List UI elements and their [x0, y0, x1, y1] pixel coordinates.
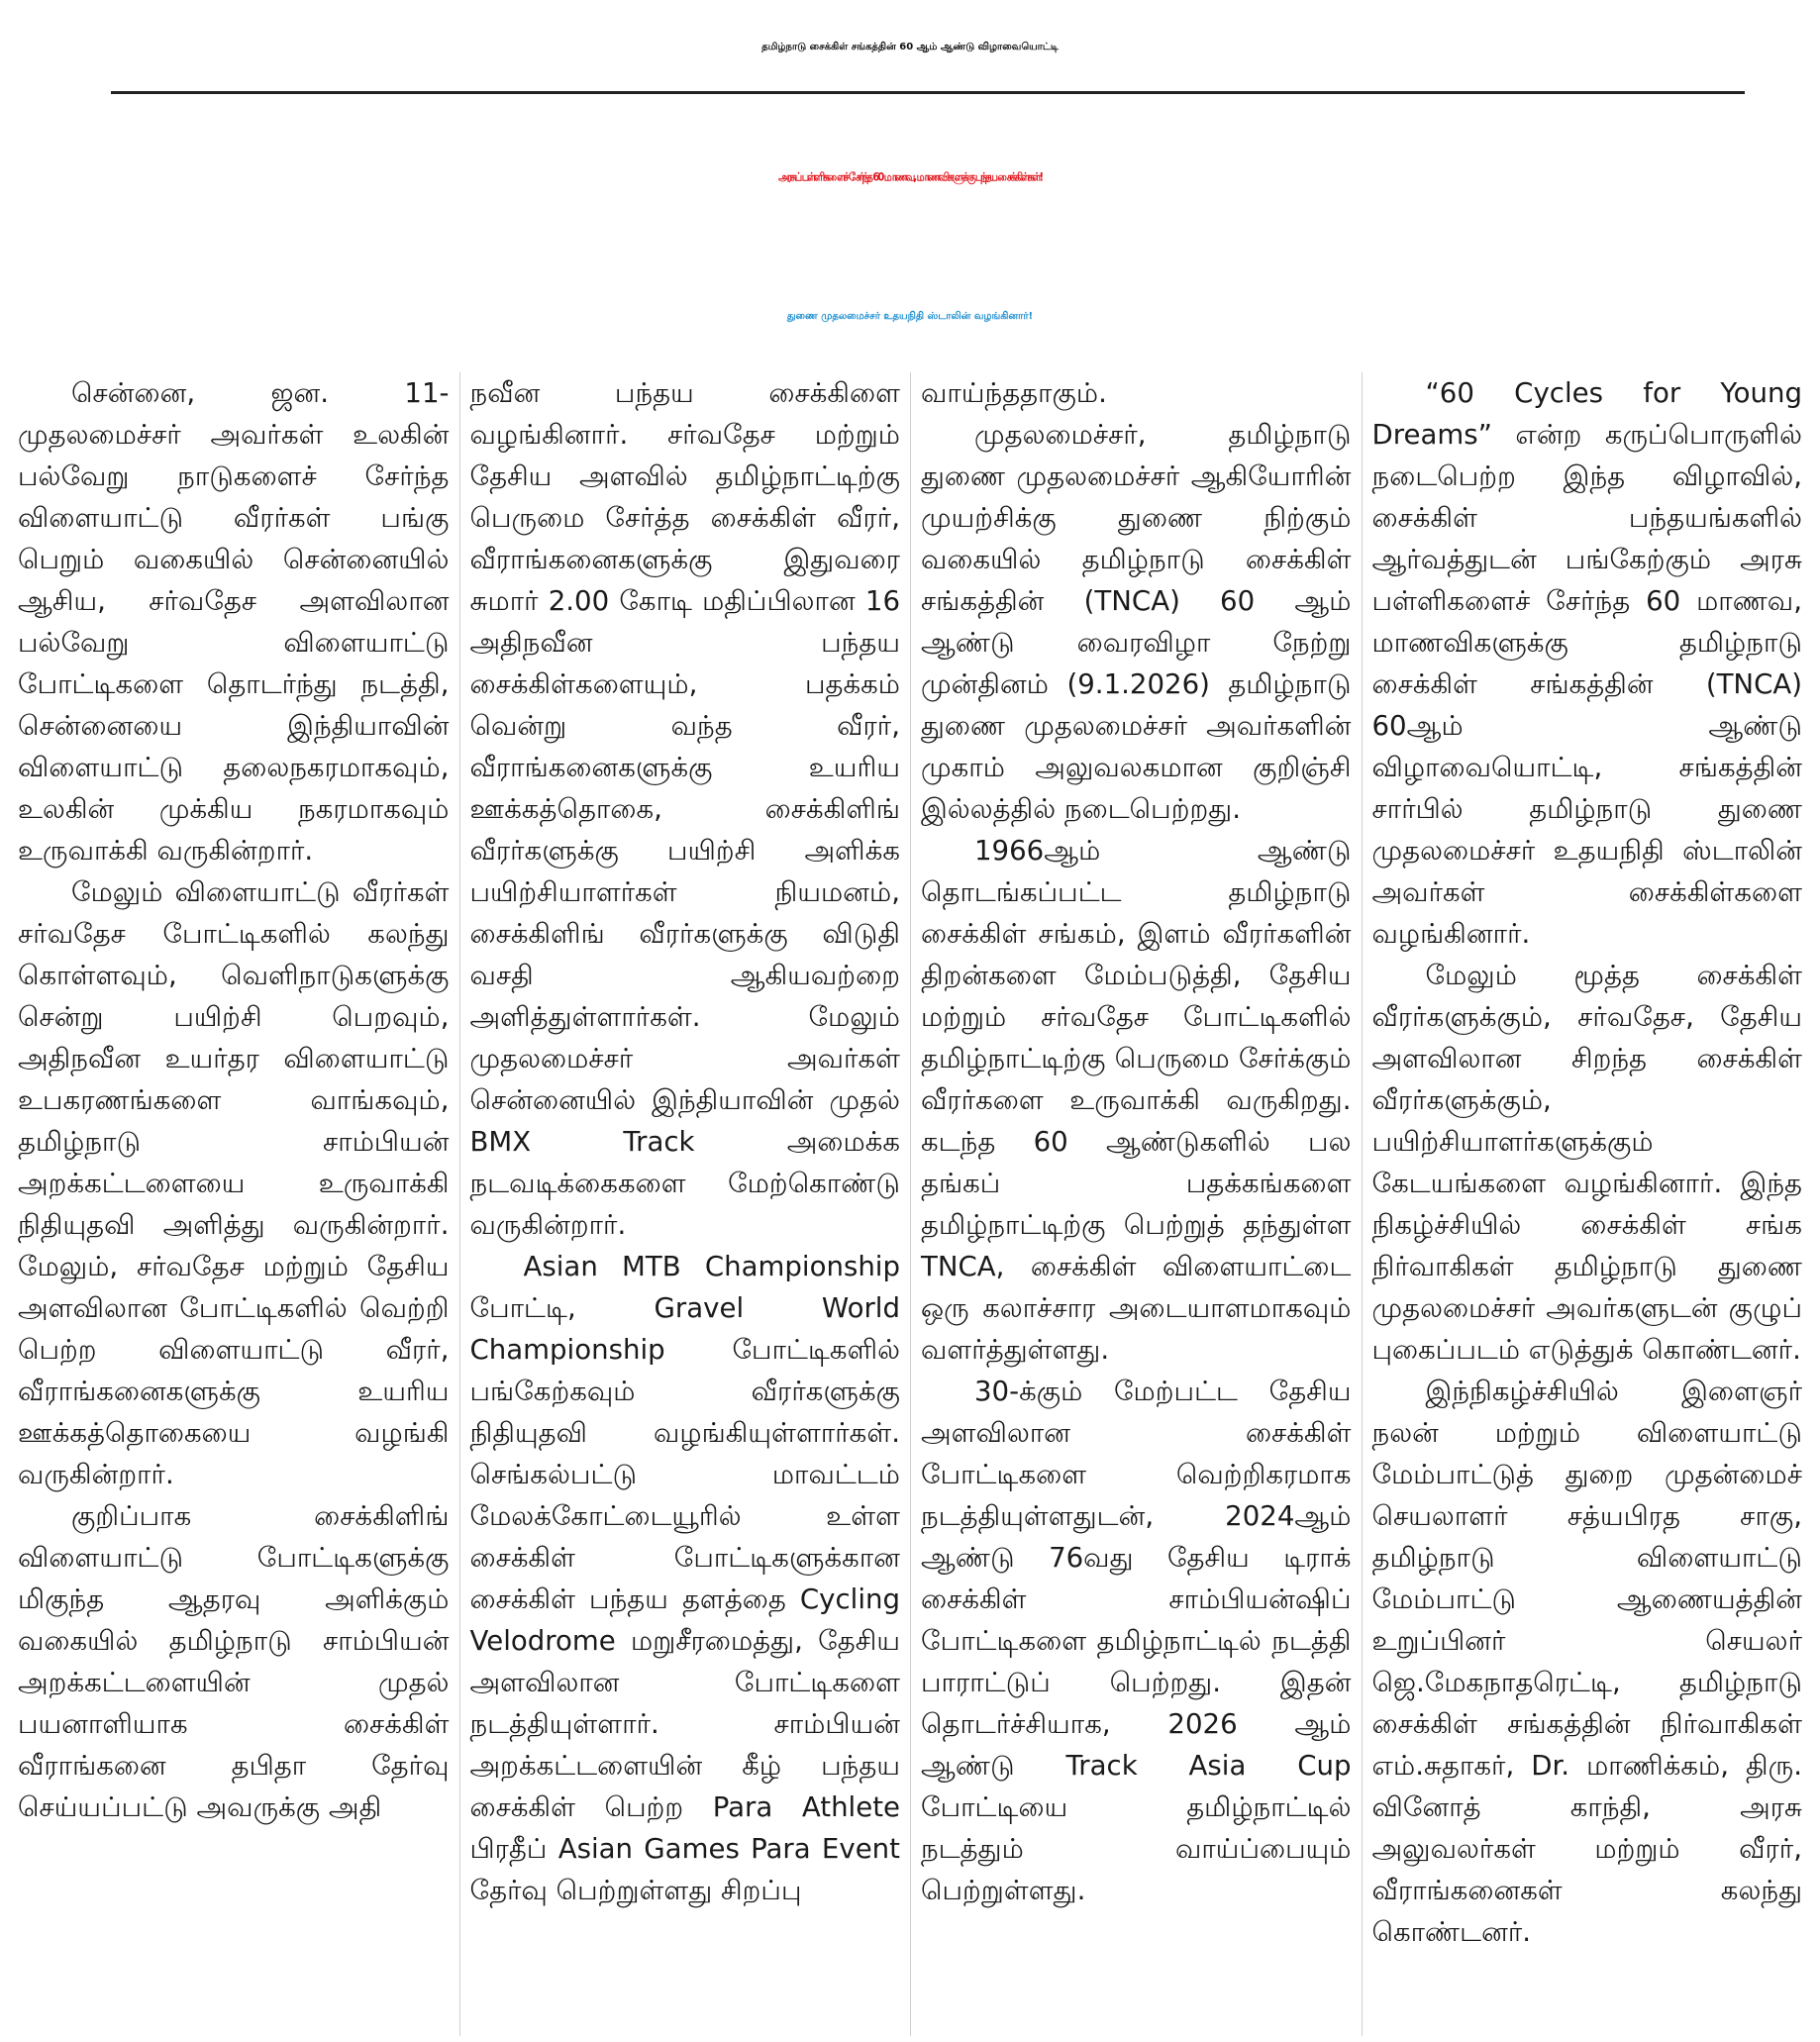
- paragraph: வாய்ந்ததாகும்.: [921, 376, 1107, 409]
- kicker-underline: [111, 91, 1745, 94]
- paragraph: சென்னை, ஜன. 11- முதலமைச்சர் அவர்கள் உலகின் பல்வேறு நாடுகளைச் சேர்ந்த விளையாட்டு வீரர்கள் பங்கு பெறும் வகையில் சென்னையில் ஆசிய, சர்வதேச அளவிலான பல்வேறு விளையாட்டு போட்டிகளை தொடர்ந்து நடத்தி, சென்னையை இந்தியாவின் விளையாட்டு தலைநகரமாகவும், உலகின் முக்கிய நகரமாகவும் உருவாக்கி வருகின்றார்.: [18, 376, 450, 867]
- paragraph: “60 Cycles for Young Dreams” என்ற கருப்பொருளில் நடைபெற்ற இந்த விழாவில், சைக்கிள் பந்தயங்களில் ஆர்வத்துடன் பங்கேற்கும் அரசு பள்ளிகளைச் சேர்ந்த 60 மாணவ, மாணவிகளுக்கு தமிழ்நாடு சைக்கிள் சங்கத்தின் (TNCA) 60ஆம் ஆண்டு விழாவையொட்டி, சங்கத்தின் சார்பில் தமிழ்நாடு துணை முதலமைச்சர் உதயநிதி ஸ்டாலின் அவர்கள் சைக்கிள்களை வழங்கினார்.: [1371, 376, 1802, 950]
- paragraph: இந்நிகழ்ச்சியில் இளைஞர் நலன் மற்றும் விளையாட்டு மேம்பாட்டுத் துறை முதன்மைச் செயலாளர் சத்யபிரத சாகு, தமிழ்நாடு விளையாட்டு மேம்பாட்டு ஆணையத்தின் உறுப்பினர் செயலர் ஜெ.மேகநாதரெட்டி, தமிழ்நாடு சைக்கிள் சங்கத்தின் நிர்வாகிகள் எம்.சுதாகர், Dr. மாணிக்கம், திரு. வினோத் காந்தி, அரசு அலுவலர்கள் மற்றும் வீரர், வீராங்கனைகள் கலந்து கொண்டனர்.: [1371, 1375, 1802, 1948]
- kicker-headline: தமிழ்நாடு சைக்கிள் சங்கத்தின் 60 ஆம் ஆண்டு விழாவையொட்டி: [761, 42, 1059, 52]
- paragraph: முதலமைச்சர், தமிழ்நாடு துணை முதலமைச்சர் ஆகியோரின் முயற்சிக்கு துணை நிற்கும் வகையில் தமிழ்நாடு சைக்கிள் சங்கத்தின் (TNCA) 60 ஆம் ஆண்டு வைரவிழா நேற்று முன்தினம் (9.1.2026) தமிழ்நாடு துணை முதலமைச்சர் அவர்களின் முகாம் அலுவலகமான குறிஞ்சி இல்லத்தில் நடைபெற்றது.: [921, 418, 1352, 825]
- paragraph: 1966ஆம் ஆண்டு தொடங்கப்பட்ட தமிழ்நாடு சைக்கிள் சங்கம், இளம் வீரர்களின் திறன்களை மேம்படுத்தி, தேசிய மற்றும் சர்வதேச போட்டிகளில் தமிழ்நாட்டிற்கு பெருமை சேர்க்கும் வீரர்களை உருவாக்கி வருகிறது. கடந்த 60 ஆண்டுகளில் பல தங்கப் பதக்கங்களை தமிழ்நாட்டிற்கு பெற்றுத் தந்துள்ள TNCA, சைக்கிள் விளையாட்டை ஒரு கலாச்சார அடையாளமாகவும் வளர்த்துள்ளது.: [921, 834, 1352, 1366]
- paragraph: குறிப்பாக சைக்கிளிங் விளையாட்டு போட்டிகளுக்கு மிகுந்த ஆதரவு அளிக்கும் வகையில் தமிழ்நாடு சாம்பியன் அறக்கட்டளையின் முதல் பயனாளியாக சைக்கிள் வீராங்கனை தபிதா தேர்வு செய்யப்பட்டு அவருக்கு அதி: [18, 1499, 450, 1823]
- article-column-3: [910, 372, 1362, 2036]
- paragraph: மேலும் விளையாட்டு வீரர்கள் சர்வதேச போட்டிகளில் கலந்து கொள்ளவும், வெளிநாடுகளுக்கு சென்று பயிற்சி பெறவும், அதிநவீன உயர்தர விளையாட்டு உபகரணங்களை வாங்கவும், தமிழ்நாடு சாம்பியன் அறக்கட்டளையை உருவாக்கி நிதியுதவி அளித்து வருகின்றார். மேலும், சர்வதேச மற்றும் தேசிய அளவிலான போட்டிகளில் வெற்றி பெற்ற விளையாட்டு வீரர், வீராங்கனைகளுக்கு உயரிய ஊக்கத்தொகையை வழங்கி வருகின்றார்.: [18, 875, 450, 1490]
- sub-headline: துணை முதலமைச்சர் உதயநிதி ஸ்டாலின் வழங்கினார்!: [786, 311, 1034, 322]
- paragraph: நவீன பந்தய சைக்கிளை வழங்கினார். சர்வதேச மற்றும் தேசிய அளவில் தமிழ்நாட்டிற்கு பெருமை சேர்த்த சைக்கிள் வீரர், வீராங்கனைகளுக்கு இதுவரை சுமார் 2.00 கோடி மதிப்பிலான 16 அதிநவீன பந்தய சைக்கிள்களையும், பதக்கம் வென்று வந்த வீரர், வீராங்கனைகளுக்கு உயரிய ஊக்கத்தொகை, சைக்கிளிங் வீரர்களுக்கு பயிற்சி அளிக்க பயிற்சியாளர்கள் நியமனம், சைக்கிளிங் வீரர்களுக்கு விடுதி வசதி ஆகியவற்றை அளித்துள்ளார்கள். மேலும் முதலமைச்சர் அவர்கள் சென்னையில் இந்தியாவின் முதல் BMX Track அமைக்க நடவடிக்கைகளை மேற்கொண்டு வருகின்றார்.: [469, 376, 900, 1241]
- article-column-1: [8, 372, 459, 2036]
- paragraph: Asian MTB Championship போட்டி, Gravel World Championship போட்டிகளில் பங்கேற்கவும் வீரர்களுக்கு நிதியுதவி வழங்கியுள்ளார்கள். செங்கல்பட்டு மாவட்டம் மேலக்கோட்டையூரில் உள்ள சைக்கிள் போட்டிகளுக்கான சைக்கிள் பந்தய தளத்தை Cycling Velodrome மறுசீரமைத்து, தேசிய அளவிலான போட்டிகளை நடத்தியுள்ளார். சாம்பியன் அறக்கட்டளையின் கீழ் பந்தய சைக்கிள் பெற்ற Para Athlete பிரதீப் Asian Games Para Event தேர்வு பெற்றுள்ளது சிறப்பு: [469, 1250, 900, 1906]
- paragraph: மேலும் மூத்த சைக்கிள் வீரர்களுக்கும், சர்வதேச, தேசிய அளவிலான சிறந்த சைக்கிள் வீரர்களுக்கும், பயிற்சியாளர்களுக்கும் கேடயங்களை வழங்கினார். இந்த நிகழ்ச்சியில் சைக்கிள் சங்க நிர்வாகிகள் தமிழ்நாடு துணை முதலமைச்சர் அவர்களுடன் குழுப் புகைப்படம் எடுத்துக் கொண்டனர்.: [1371, 959, 1802, 1366]
- article-column-2: [459, 372, 911, 2036]
- paragraph: 30-க்கும் மேற்பட்ட தேசிய அளவிலான சைக்கிள் போட்டிகளை வெற்றிகரமாக நடத்தியுள்ளதுடன், 2024ஆம் ஆண்டு 76வது தேசிய டிராக் சைக்கிள் சாம்பியன்ஷிப் போட்டிகளை தமிழ்நாட்டில் நடத்தி பாராட்டுப் பெற்றது. இதன் தொடர்ச்சியாக, 2026 ஆம் ஆண்டு Track Asia Cup போட்டியை தமிழ்நாட்டில் நடத்தும் வாய்ப்பையும் பெற்றுள்ளது.: [921, 1375, 1352, 1906]
- article-body: [8, 372, 1812, 2036]
- main-headline: அரசுப் பள்ளிகளைச் சேர்ந்த 60 மாணவ, மாணவிகளுக்கு பந்தய சைக்கிள்கள்!: [777, 171, 1043, 184]
- article-column-4: [1362, 372, 1813, 2036]
